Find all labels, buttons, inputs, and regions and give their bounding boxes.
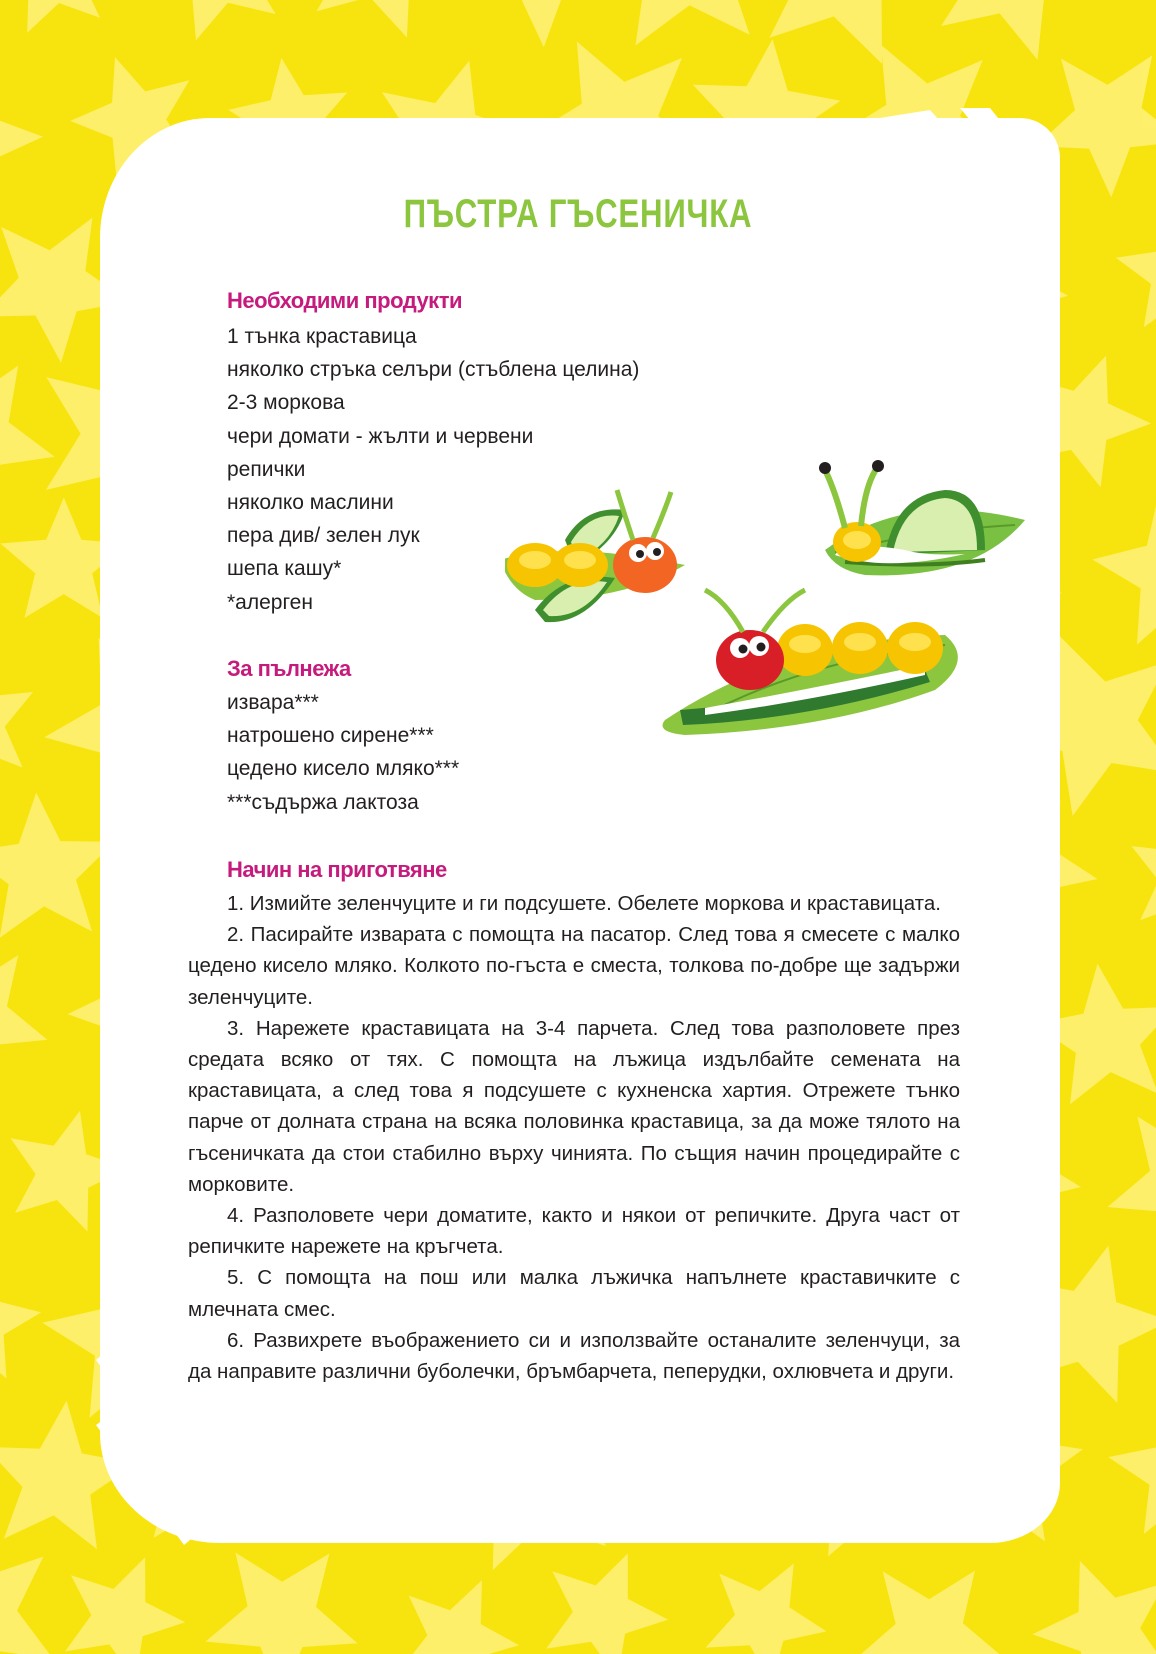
ingredient-item: репички <box>227 457 306 481</box>
filling-item: натрошено сирене*** <box>227 724 434 748</box>
ingredient-item: 2-3 моркова <box>227 391 345 415</box>
ingredient-item: 1 тънка краставица <box>227 325 417 348</box>
ingredient-item: няколко маслини <box>227 490 394 514</box>
ingredient-item: чери домати - жълти и червени <box>227 424 534 448</box>
snail-snack-icon <box>819 460 1025 575</box>
lactose-note: ***съдържа лактоза <box>227 790 419 814</box>
caterpillar-snacks-illustration <box>505 450 1065 770</box>
method-step: 3. Нарежете краставицата на 3-4 парчета. След това разполовете през средата всяко от тях. С помощта на лъжица издълбайте семената на краставицата, а след това я подсушете с кухненска хартия. Отрежете тънко парче от долната страна на всяка половинка краставица, за да може тялото на гъсеничката да стои стабилно върху чинията. По същия начин процедирайте с морковите. <box>188 1016 960 1196</box>
ingredients-heading: Необходими продукти <box>227 288 462 313</box>
method-step: 2. Пасирайте изварата с помощта на пасатор. След това я смесете с малко цедено кисело мляко. Колкото по-гъста е сместа, толкова по-добре ще задържи зеленчуците. <box>188 923 960 1009</box>
filling-item: извара*** <box>227 691 319 714</box>
filling-heading: За пълнежа <box>227 656 351 681</box>
allergen-note: *алерген <box>227 590 313 614</box>
filling-item: цедено кисело мляко*** <box>227 757 460 781</box>
ingredient-item: няколко стръка селъри (стъблена целина) <box>227 358 640 382</box>
method-step: 5. С помощта на пош или малка лъжичка напълнете краставичките с млечната смес. <box>188 1266 960 1321</box>
ingredient-item: шепа кашу* <box>227 557 342 581</box>
method-step: 1. Измийте зеленчуците и ги подсушете. Обелете моркова и краставицата. <box>227 892 941 915</box>
ingredient-item: пера див/ зелен лук <box>227 524 420 548</box>
filling-list <box>227 686 459 819</box>
butterfly-snack-icon <box>505 490 685 622</box>
recipe-title: ПЪСТРА ГЪСЕНИЧКА <box>403 192 753 236</box>
method-step: 4. Разполовете чери доматите, както и някои от репичките. Друга част от репичките нарежете на кръгчета. <box>188 1204 960 1259</box>
caterpillar-snack-icon <box>663 590 958 735</box>
method-steps <box>188 888 960 1387</box>
method-heading: Начин на приготвяне <box>227 857 447 882</box>
method-step: 6. Развихрете въображението си и използвайте останалите зеленчуци, за да направите различни буболечки, бръмбарчета, пеперудки, охлювчета и други. <box>188 1328 960 1384</box>
